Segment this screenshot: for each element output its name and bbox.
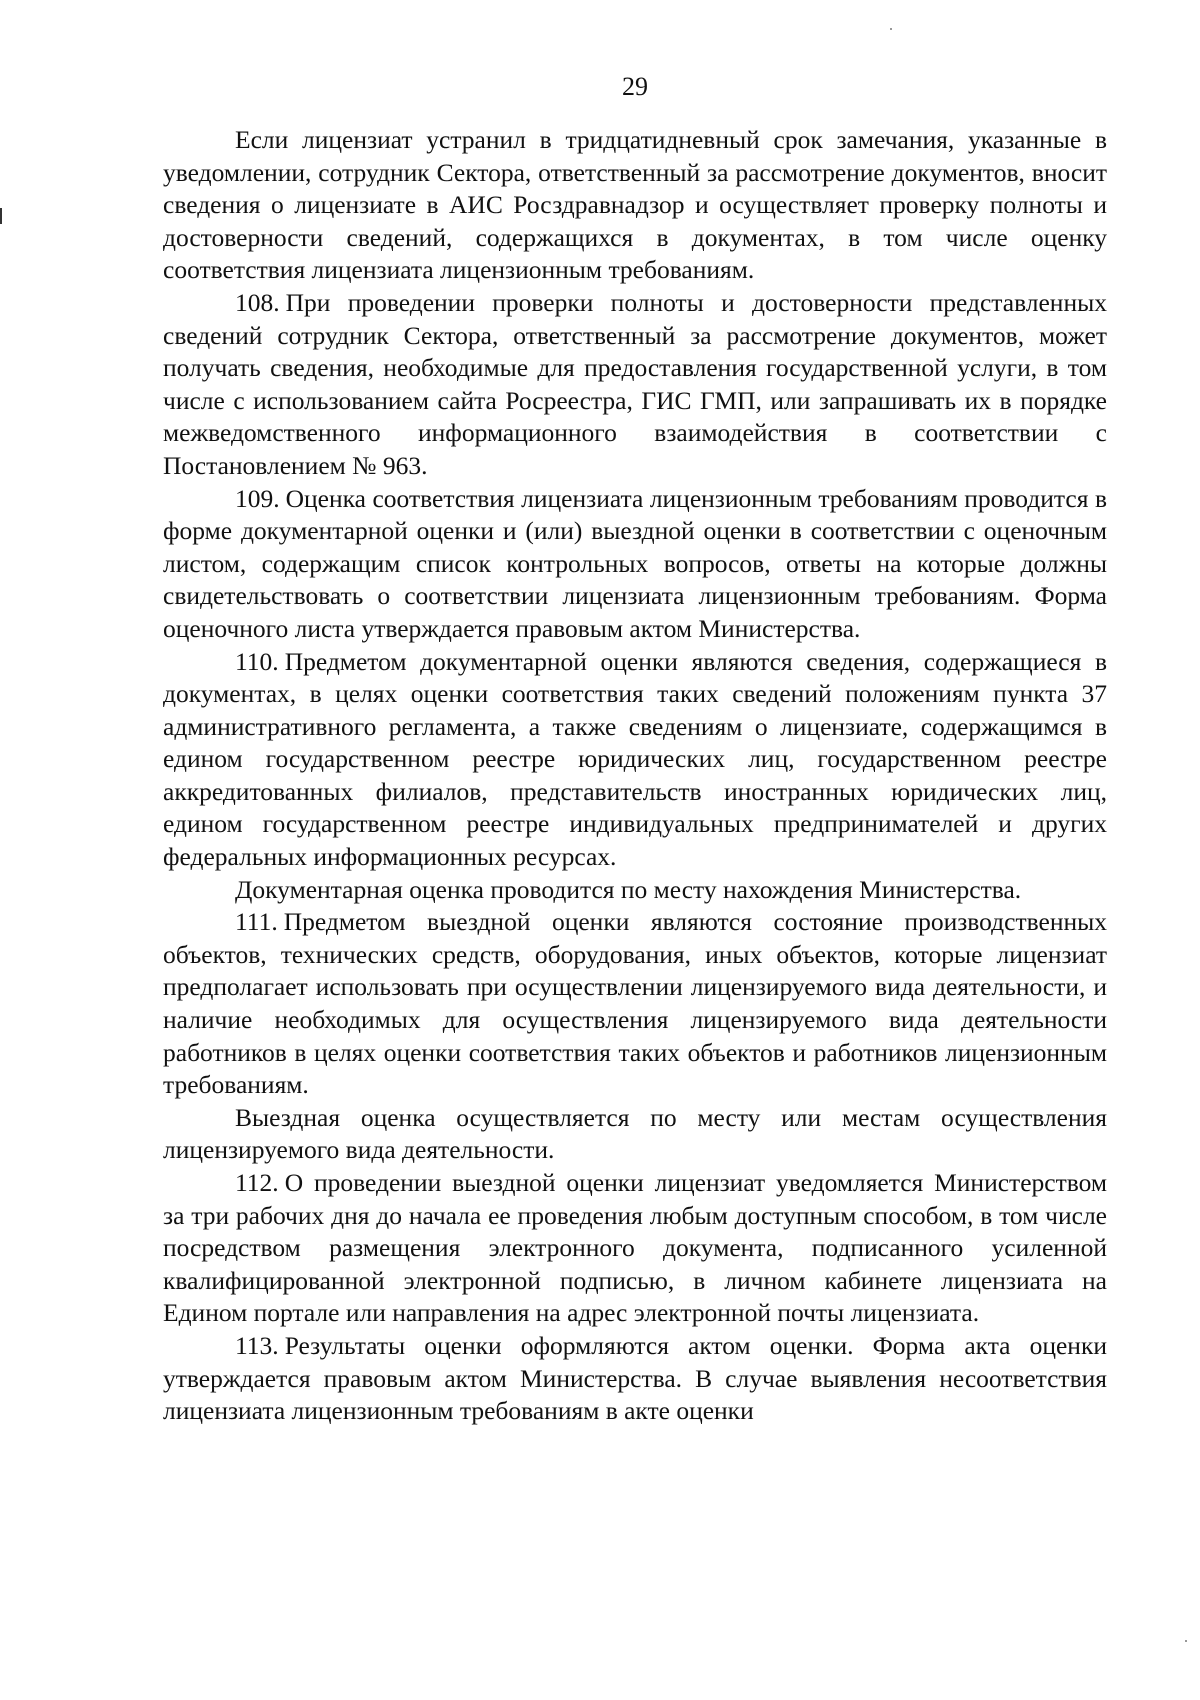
paragraph-onsite-location xyxy=(163,1102,1107,1167)
paragraph-text: При проведении проверки полноты и достоверности представленных сведений сотрудник Сектора, ответственный за рассмотрение документов, может получать сведения, необходимые для предоставления государственной услуги, в том числе с использованием сайта Росреестра, ГИС ГМП, или запрашивать их в порядке межведомственного информационного взаимодействия в соответствии с Постановлением № 963. xyxy=(163,287,1107,480)
paragraph-number: 111. xyxy=(235,907,278,937)
paragraph-108 xyxy=(163,287,1107,483)
paragraph-intro xyxy=(163,124,1107,287)
paragraph-text: Документарная оценка проводится по месту нахождения Министерства. xyxy=(235,874,1022,904)
paragraph-number: 113. xyxy=(235,1330,279,1360)
paragraph-documentary-location xyxy=(163,874,1107,907)
paragraph-text: Предметом выездной оценки являются состояние производственных объектов, технических средств, оборудования, иных объектов, которые лицензиат предполагает использовать при осуществлении лицензируемого вида деятельности, и наличие необходимых для осуществления лицензируемого вида деятельности работников в целях оценки соответствия таких объектов и работников лицензионным требованиям. xyxy=(163,907,1107,1100)
paragraph-112 xyxy=(163,1167,1107,1330)
scan-speck xyxy=(890,28,892,30)
paragraph-113 xyxy=(163,1330,1107,1428)
paragraph-text: О проведении выездной оценки лицензиат уведомляется Министерством за три рабочих дня до начала ее проведения любым доступным способом, в том числе посредством размещения электронного документа, подписанного усиленной квалифицированной электронной подписью, в личном кабинете лицензиата на Едином портале или направления на адрес электронной почты лицензиата. xyxy=(163,1168,1107,1328)
paragraph-text: Результаты оценки оформляются актом оценки. Форма акта оценки утверждается правовым актом Министерства. В случае выявления несоответствия лицензиата лицензионным требованиям в акте оценки xyxy=(163,1330,1107,1426)
document-body xyxy=(163,124,1107,1428)
paragraph-110 xyxy=(163,646,1107,874)
paragraph-text: Предметом документарной оценки являются сведения, содержащиеся в документах, в целях оценки соответствия таких сведений положениям пункта 37 административного регламента, а также сведениям о лицензиате, содержащимся в едином государственном реестре юридических лиц, государственном реестре аккредитованных филиалов, представительств иностранных юридических лиц, едином государственном реестре индивидуальных предпринимателей и других федеральных информационных ресурсах. xyxy=(163,646,1107,872)
paragraph-text: Выездная оценка осуществляется по месту или местам осуществления лицензируемого вида деятельности. xyxy=(163,1102,1107,1165)
scan-edge-mark xyxy=(0,208,2,224)
paragraph-111 xyxy=(163,906,1107,1102)
page-number: 29 xyxy=(622,72,648,101)
scan-speck xyxy=(1185,1640,1187,1642)
paragraph-number: 112. xyxy=(235,1168,279,1197)
paragraph-109 xyxy=(163,483,1107,646)
paragraph-number: 109. xyxy=(235,483,280,513)
paragraph-text: Если лицензиат устранил в тридцатидневный срок замечания, указанные в уведомлении, сотрудник Сектора, ответственный за рассмотрение документов, вносит сведения о лицензиате в АИС Росздравнадзор и осуществляет проверку полноты и достоверности сведений, содержащихся в документах, в том числе оценку соответствия лицензиата лицензионным требованиям. xyxy=(163,125,1107,285)
paragraph-text: Оценка соответствия лицензиата лицензионным требованиям проводится в форме документарной оценки и (или) выездной оценки в соответствии с оценочным листом, содержащим список контрольных вопросов, ответы на которые должны свидетельствовать о соответствии лицензиата лицензионным требованиям. Форма оценочного листа утверждается правовым актом Министерства. xyxy=(163,483,1107,643)
paragraph-number: 110. xyxy=(235,646,279,676)
paragraph-number: 108. xyxy=(235,287,280,317)
